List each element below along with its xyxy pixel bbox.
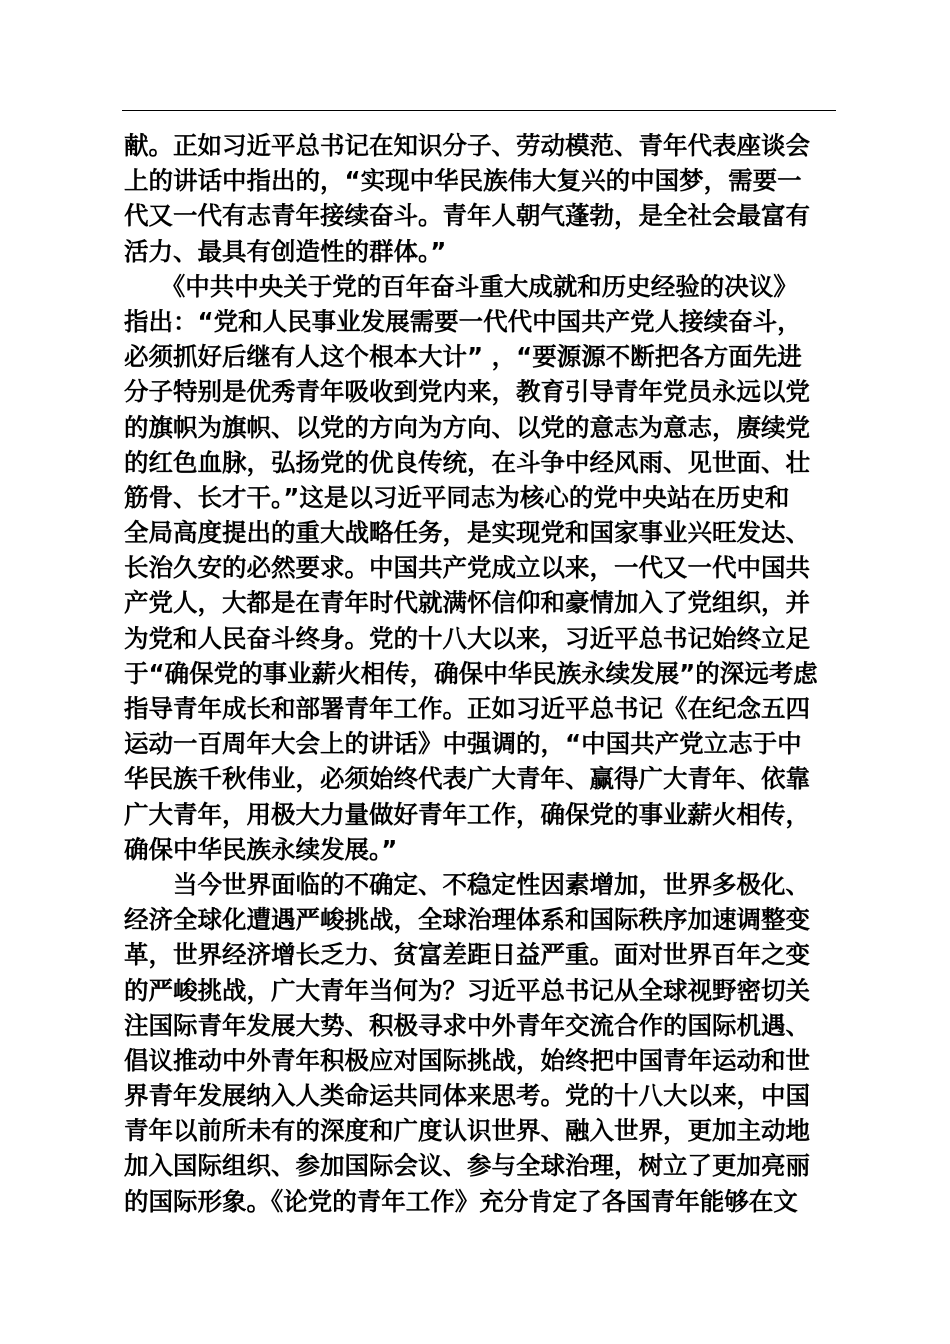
text-line: 的红色血脉，弘扬党的优良传统，在斗争中经风雨、见世面、壮 — [124, 447, 810, 477]
text-line: 经济全球化遭遇严峻挑战，全球治理体系和国际秩序加速调整变 — [124, 905, 810, 935]
text-line: 于“确保党的事业薪火相传，确保中华民族永续发展”的深远考虑 — [124, 658, 818, 688]
text-line: 指导青年成长和部署青年工作。正如习近平总书记《在纪念五四 — [124, 694, 810, 723]
text-line: 青年以前所未有的深度和广度认识世界、融入世界，更加主动地 — [124, 1116, 810, 1146]
text-line: 为党和人民奋斗终身。党的十八大以来，习近平总书记始终立足 — [124, 623, 810, 653]
text-line: 分子特别是优秀青年吸收到党内来，教育引导青年党员永远以党 — [124, 377, 810, 407]
text-line: 革，世界经济增长乏力、贫富差距日益严重。面对世界百年之变 — [124, 940, 810, 970]
text-line: 指出：“党和人民事业发展需要一代代中国共产党人接续奋斗， — [124, 306, 802, 336]
text-line: 上的讲话中指出的，“实现中华民族伟大复兴的中国梦，需要一 — [124, 166, 802, 196]
text-line: 代又一代有志青年接续奋斗。青年人朝气蓬勃，是全社会最富有 — [124, 201, 810, 231]
text-line: 必须抓好后继有人这个根本大计” ，“要源源不断把各方面先进 — [124, 342, 802, 372]
header-divider — [122, 110, 836, 111]
text-line: 全局高度提出的重大战略任务，是实现党和国家事业兴旺发达、 — [124, 518, 810, 548]
text-line: 产党人，大都是在青年时代就满怀信仰和豪情加入了党组织，并 — [124, 588, 810, 618]
text-line: 运动一百周年大会上的讲话》中强调的，“中国共产党立志于中 — [124, 729, 802, 759]
text-line: 的国际形象。《论党的青年工作》充分肯定了各国青年能够在文 — [124, 1186, 798, 1216]
text-line: 华民族千秋伟业，必须始终代表广大青年、赢得广大青年、依靠 — [124, 764, 810, 794]
text-line: 的严峻挑战，广大青年当何为？习近平总书记从全球视野密切关 — [124, 975, 810, 1005]
text-line: 倡议推动中外青年积极应对国际挑战，始终把中国青年运动和世 — [124, 1045, 810, 1075]
text-line: 《中共中央关于党的百年奋斗重大成就和历史经验的决议》 — [124, 271, 798, 301]
text-line: 确保中华民族永续发展。” — [124, 834, 398, 864]
body-text — [124, 128, 844, 1219]
text-line: 献。正如习近平总书记在知识分子、劳动模范、青年代表座谈会 — [124, 131, 810, 160]
text-line: 界青年发展纳入人类命运共同体来思考。党的十八大以来，中国 — [124, 1081, 810, 1111]
text-line: 注国际青年发展大势、积极寻求中外青年交流合作的国际机遇、 — [124, 1010, 810, 1040]
text-line: 长治久安的必然要求。中国共产党成立以来，一代又一代中国共 — [124, 553, 810, 583]
text-line: 活力、最具有创造性的群体。” — [124, 236, 447, 266]
text-line: 的旗帜为旗帜、以党的方向为方向、以党的意志为意志，赓续党 — [124, 412, 810, 442]
text-line: 加入国际组织、参加国际会议、参与全球治理，树立了更加亮丽 — [124, 1151, 810, 1181]
text-line: 筋骨、长才干。”这是以习近平同志为核心的党中央站在历史和 — [124, 482, 790, 512]
text-line: 当今世界面临的不确定、不稳定性因素增加，世界多极化、 — [124, 869, 810, 899]
text-line: 广大青年，用极大力量做好青年工作，确保党的事业薪火相传， — [124, 799, 810, 829]
